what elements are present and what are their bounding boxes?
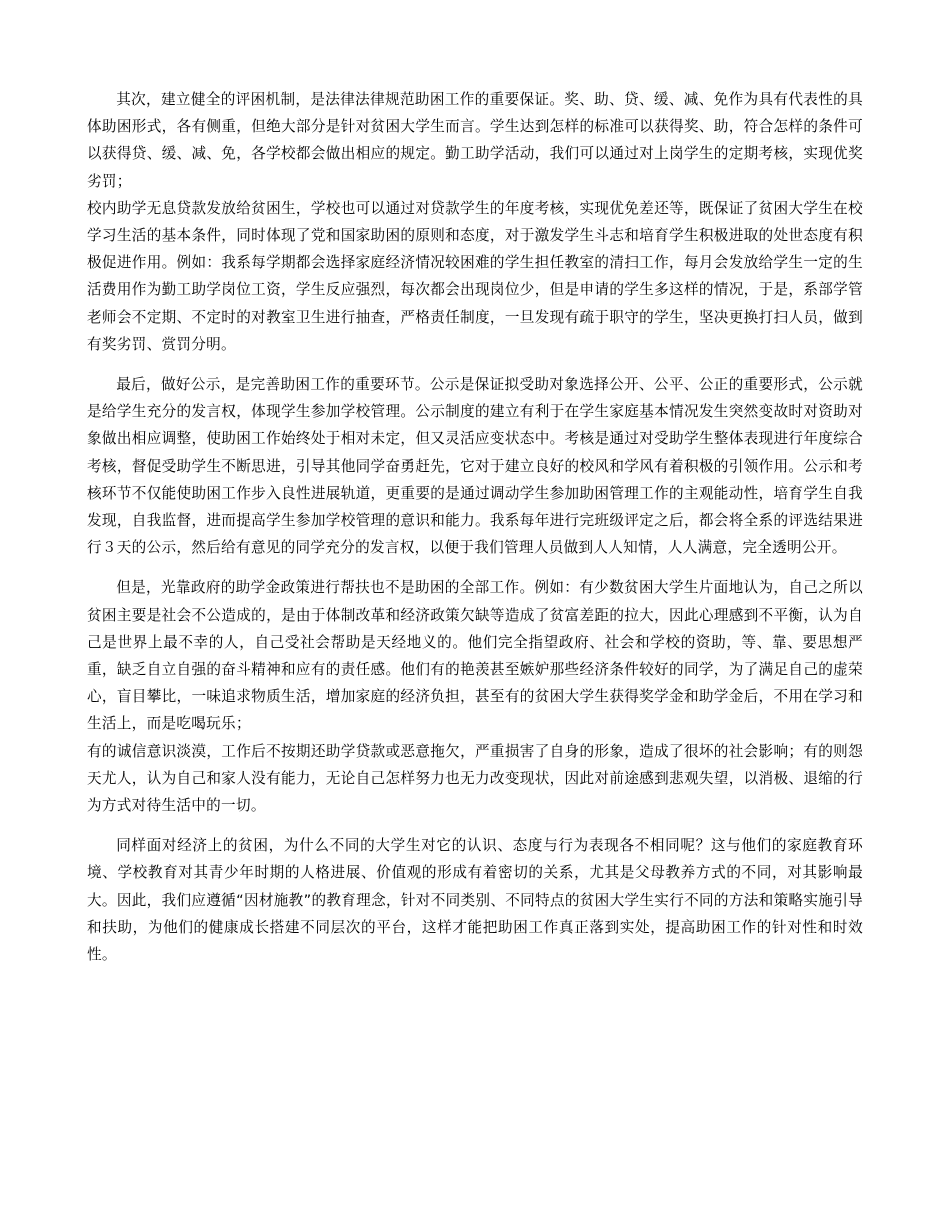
paragraph-loan-assessment: 校内助学无息贷款发放给贫困生，学校也可以通过对贷款学生的年度考核，实现优免差还等，既保证了贫困大学生在校学习生活的基本条件，同时体现了党和国家助困的原则和态度，对于激发学生斗志和培育学生积极进取的处世态度有积极促进作用。例如：我系每学期都会选择家庭经济情况较困难的学生担任教室的清扫工作，每月会发放给学生一定的生活费用作为勤工助学岗位工资，学生反应强烈，每次都会出现岗位少，但是申请的学生多这样的情况，于是，系部学管老师会不定期、不定时的对教室卫生进行抽查，严格责任制度，一旦发现有疏于职守的学生，坚决更换打扫人员，做到有奖劣罚、赏罚分明。 [87,199,863,353]
document-body [87,86,863,968]
paragraph-integrity: 有的诚信意识淡漠，工作后不按期还助学贷款或恶意拖欠，严重损害了自身的形象，造成了很坏的社会影响；有的则怨天尤人，认为自己和家人没有能力，无论自己怎样努力也无力改变现状，因此对前途感到悲观失望，以消极、退缩的行为方式对待生活中的一切。 [87,742,863,815]
paragraph-government-aid: 但是，光靠政府的助学金政策进行帮扶也不是助困的全部工作。例如：有少数贫困大学生片面地认为，自己之所以贫困主要是社会不公造成的，是由于体制改革和经济政策欠缺等造成了贫富差距的拉大，因此心理感到不平衡，认为自己是世界上最不幸的人，自己受社会帮助是天经地义的。他们完全指望政府、社会和学校的资助，等、靠、要思想严重，缺乏自立自强的奋斗精神和应有的责任感。他们有的艳羡甚至嫉妒那些经济条件较好的同学，为了满足自己的虚荣心，盲目攀比，一味追求物质生活，增加家庭的经济负担，甚至有的贫困大学生获得奖学金和助学金后，不用在学习和生活上，而是吃喝玩乐； [87,579,863,733]
paragraph-evaluation-mechanism: 其次，建立健全的评困机制，是法律法律规范助困工作的重要保证。奖、助、贷、缓、减、免作为具有代表性的具体助困形式，各有侧重，但绝大部分是针对贫困大学生而言。学生达到怎样的标准可以获得奖、助，符合怎样的条件可以获得贷、缓、减、免，各学校都会做出相应的规定。勤工助学活动，我们可以通过对上岗学生的定期考核，实现优奖劣罚； [87,91,863,190]
paragraph-conclusion: 同样面对经济上的贫困，为什么不同的大学生对它的认识、态度与行为表现各不相同呢？这与他们的家庭教育环境、学校教育对其青少年时期的人格进展、价值观的形成有着密切的关系，尤其是父母教养方式的不同，对其影响最大。因此，我们应遵循“因材施教”的教育理念，针对不同类别、不同特点的贫困大学生实行不同的方法和策略实施引导和扶助，为他们的健康成长搭建不同层次的平台，这样才能把助困工作真正落到实处，提高助困工作的针对性和时效性。 [87,837,863,964]
paragraph-public-notice: 最后，做好公示，是完善助困工作的重要环节。公示是保证拟受助对象选择公开、公平、公正的重要形式，公示就是给学生充分的发言权，体现学生参加学校管理。公示制度的建立有利于在学生家庭基本情况发生突然变故时对资助对象做出相应调整，使助困工作始终处于相对未定，但又灵活应变状态中。考核是通过对受助学生整体表现进行年度综合考核，督促受助学生不断思进，引导其他同学奋勇赶先，它对于建立良好的校风和学风有着积极的引领作用。公示和考核环节不仅能使助困工作步入良性进展轨道，更重要的是通过调动学生参加助困管理工作的主观能动性，培育学生自我发现，自我监督，进而提高学生参加学校管理的意识和能力。我系每年进行完班级评定之后，都会将全系的评选结果进行３天的公示，然后给有意见的同学充分的发言权，以便于我们管理人员做到人人知情，人人满意，完全透明公开。 [87,376,863,557]
